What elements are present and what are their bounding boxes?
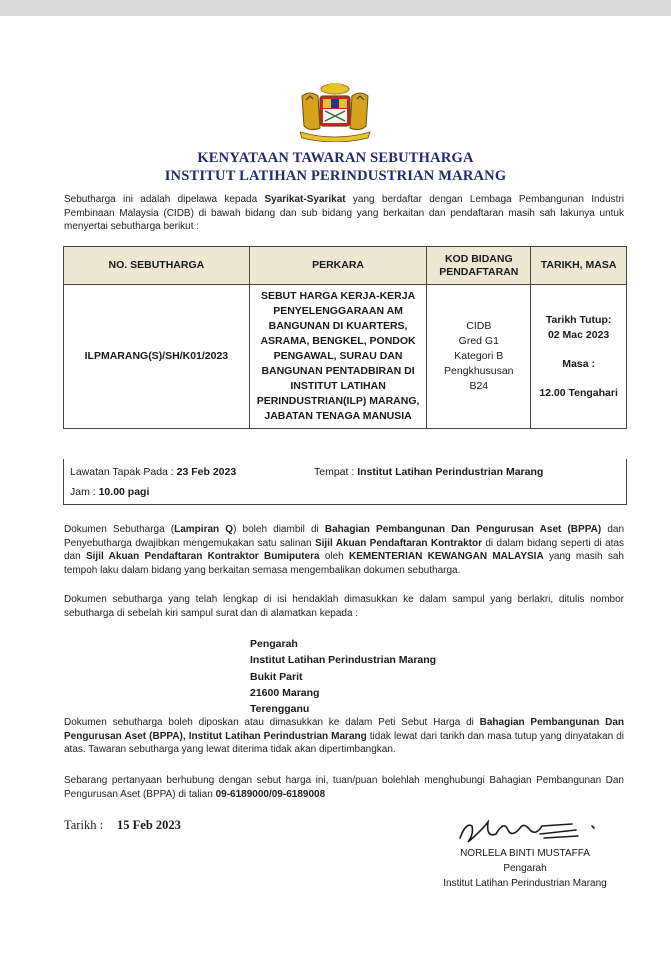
header-kod-bidang: KOD BIDANG PENDAFTARAN: [427, 247, 531, 285]
address-line: Bukit Parit: [250, 670, 303, 683]
site-visit-place: Tempat : Institut Latihan Perindustrian Marang: [314, 466, 544, 478]
tender-description: SEBUT HARGA KERJA-KERJA PENYELENGGARAAN AM BANGUNAN DI KUARTERS, ASRAMA, BENGKEL, PONDOK PENGAWAL, SURAU DAN BANGUNAN PENTADBIRAN DI INSTITUT LATIHAN PERINDUSTRIAN(ILP) MARANG, JABATAN TENAGA MANUSIA: [249, 285, 427, 429]
kod-line: Gred G1: [458, 335, 499, 347]
enquiry-paragraph: Sebarang pertanyaan berhubung dengan sebut harga ini, tuan/puan bolehlah menghubungi Bahagian Pembangunan Dan Pengurusan Aset (BPPA) di talian 09-6189000/09-6189008: [64, 775, 624, 800]
signatory-title: Pengarah: [503, 863, 547, 874]
tender-table: [63, 246, 627, 429]
closing-time-value: 12.00 Tengahari: [539, 386, 618, 399]
header-perkara: PERKARA: [249, 247, 427, 285]
closing-time-label: Masa :: [562, 357, 595, 370]
submission-paragraph: Dokumen sebutharga yang telah lengkap di isi hendaklah dimasukkan ke dalam sampul yang berlakri, ditulis nombor sebutharga di sebelah kiri sampul surat dan di alamatkan kepada :: [64, 594, 624, 619]
closing-date-value: 02 Mac 2023: [547, 328, 610, 341]
header-no-sebutharga: NO. SEBUTHARGA: [64, 247, 250, 285]
mailing-address: [250, 636, 436, 717]
tender-number: ILPMARANG(S)/SH/K01/2023: [64, 285, 250, 429]
address-line: Pengarah: [250, 638, 298, 650]
signature-icon: [452, 808, 602, 848]
coat-of-arms-icon: [296, 82, 374, 142]
closing-date-label: Tarikh Tutup:: [545, 313, 612, 326]
site-visit-time: Jam : 10.00 pagi: [70, 486, 150, 498]
kod-line: B24: [469, 380, 489, 392]
address-line: 21600 Marang: [250, 686, 320, 699]
signatory-org: Institut Latihan Perindustrian Marang: [443, 878, 607, 889]
delivery-paragraph: Dokumen sebutharga boleh diposkan atau dimasukkan ke dalam Peti Sebut Harga di Bahagian Pembangunan Dan Pengurusan Aset (BPPA), Institut Latihan Perindustrian Marang tidak lewat dari tarikh dan masa tutup yang dinyatakan di atas. Tawaran sebutharga yang lewat diterima tidak akan dipertimbangkan.: [64, 717, 624, 756]
kod-line: Kategori B: [454, 350, 504, 362]
address-line: Terengganu: [250, 703, 310, 716]
registration-code: [427, 285, 531, 429]
table-header-row: [64, 247, 627, 285]
kod-line: Pengkhususan: [444, 365, 514, 377]
table-row: [64, 285, 627, 429]
closing-date-time: [531, 285, 627, 429]
site-visit-box: [63, 459, 627, 505]
issue-date: Tarikh : 15 Feb 2023: [64, 818, 181, 832]
signatory-name: NORLELA BINTI MUSTAFFA: [460, 848, 590, 859]
document-collection-paragraph: Dokumen Sebutharga (Lampiran Q) boleh diambil di Bahagian Pembangunan Dan Pengurusan Aset (BPPA) dan Penyebutharga dwajibkan mengemukakan satu salinan Sijil Akuan Pendaftaran Kontraktor di dalam bidang seperti di atas dan Sijil Akuan Pendaftaran Kontraktor Bumiputera oleh KEMENTERIAN KEWANGAN MALAYSIA yang masih sah tempoh laku dalam bidang yang berkaitan semasa mengembalikan dokumen sebutharga.: [64, 524, 625, 576]
address-line: Institut Latihan Perindustrian Marang: [250, 654, 437, 667]
institution-title: INSTITUT LATIHAN PERINDUSTRIAN MARANG: [164, 168, 507, 184]
signatory-block: [430, 846, 620, 891]
kod-line: CIDB: [466, 320, 492, 332]
site-visit-date: Lawatan Tapak Pada : 23 Feb 2023: [70, 466, 237, 478]
document-title: KENYATAAN TAWARAN SEBUTHARGA: [197, 150, 474, 166]
header-tarikh-masa: TARIKH, MASA: [531, 247, 627, 285]
intro-paragraph: Sebutharga ini adalah dipelawa kepada Syarikat-Syarikat yang berdaftar dengan Lembaga Pembangunan Industri Pembinaan Malaysia (CIDB) di bawah bidang dan sub bidang yang berkaitan dan pendaftaran masih sah lakunya untuk menyertai sebutharga berikut :: [64, 194, 624, 233]
